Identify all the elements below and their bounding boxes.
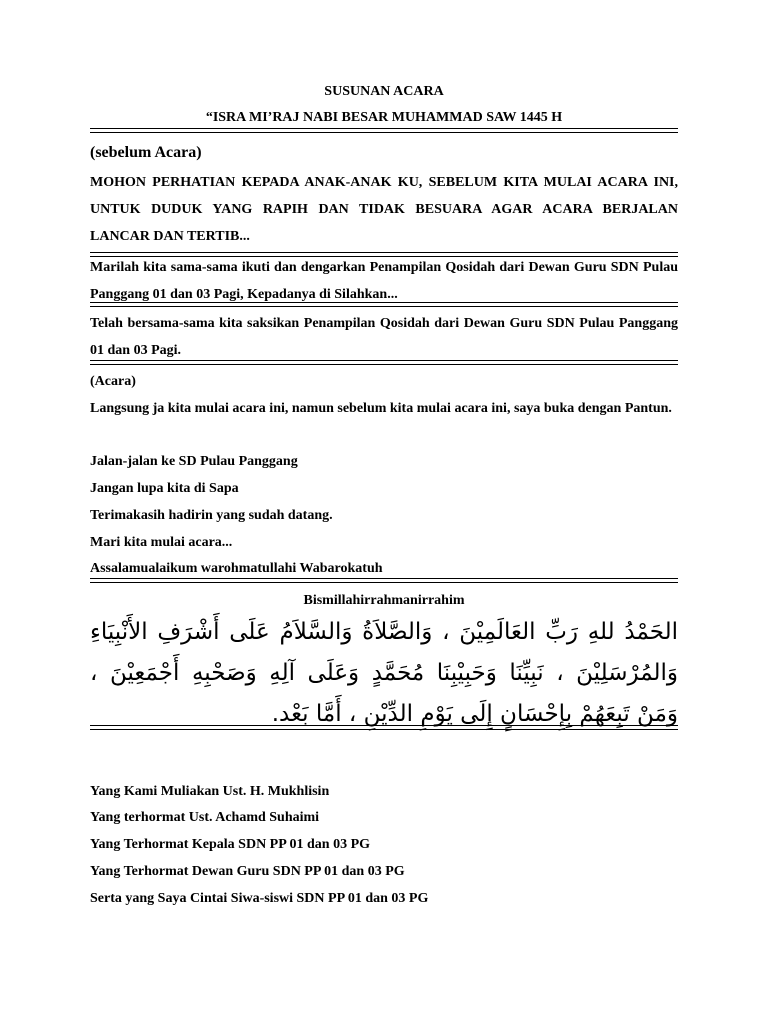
pantun-line: Mari kita mulai acara...	[90, 535, 233, 550]
pantun-line: Terimakasih hadirin yang sudah datang.	[90, 508, 333, 523]
document-subtitle: “ISRA MI’RAJ NABI BESAR MUHAMMAD SAW 1445 H	[205, 110, 563, 125]
pantun-line: Jangan lupa kita di Sapa	[90, 481, 239, 496]
double-rule	[90, 128, 678, 133]
double-rule	[90, 725, 678, 730]
greeting-line: Yang Terhormat Kepala SDN PP 01 dan 03 PG	[90, 837, 371, 852]
greeting-line: Serta yang Saya Cintai Siwa-siswi SDN PP 01 dan 03 PG	[90, 891, 429, 906]
acara-intro: Langsung ja kita mulai acara ini, namun sebelum kita mulai acara ini, saya buka dengan Pantun.	[90, 401, 672, 416]
double-rule	[90, 360, 678, 365]
pre-heading: (sebelum Acara)	[90, 144, 202, 161]
paragraph-qosidah-thanks: Telah bersama-sama kita saksikan Penampilan Qosidah dari Dewan Guru SDN Pulau Panggang 01 dan 03 Pagi.	[90, 316, 678, 358]
double-rule	[90, 302, 678, 307]
pantun-line: Jalan-jalan ke SD Pulau Panggang	[90, 454, 298, 469]
greeting-line: Yang terhormat Ust. Achamd Suhaimi	[90, 810, 320, 825]
pre-text: MOHON PERHATIAN KEPADA ANAK-ANAK KU, SEBELUM KITA MULAI ACARA INI, UNTUK DUDUK YANG RAPIH DAN TIDAK BESUARA AGAR ACARA BERJALAN LANCAR DAN TERTIB...	[90, 175, 678, 244]
greeting-line: Yang Terhormat Dewan Guru SDN PP 01 dan 03 PG	[90, 864, 405, 879]
paragraph-qosidah-invite: Marilah kita sama-sama ikuti dan dengarkan Penampilan Qosidah dari Dewan Guru SDN Pulau Panggang 01 dan 03 Pagi, Kepadanya di Silahkan...	[90, 260, 678, 302]
document-title: SUSUNAN ACARA	[324, 84, 444, 99]
acara-heading: (Acara)	[90, 374, 136, 389]
greeting-line: Yang Kami Muliakan Ust. H. Mukhlisin	[90, 784, 330, 799]
bismillah: Bismillahirrahmanirrahim	[303, 593, 465, 608]
salam-line: Assalamualaikum warohmatullahi Wabarokatuh	[90, 561, 383, 576]
double-rule	[90, 578, 678, 583]
arabic-opening: الحَمْدُ للهِ رَبِّ العَالَمِيْنَ ، وَالصَّلاَةُ وَالسَّلاَمُ عَلَى أَشْرَفِ الأَنْبِيَاءِ وَالمُرْسَلِيْنَ ، نَبِيِّنَا وَحَبِيْبِنَا مُحَمَّدٍ وَعَلَى آلِهِ وَصَحْبِهِ أَجْمَعِيْنَ ، وَمَنْ تَبِعَهُمْ بِإِحْسَانٍ إِلَى يَوْمِ الدِّيْنِ ، أَمَّا بَعْد.	[90, 619, 678, 727]
